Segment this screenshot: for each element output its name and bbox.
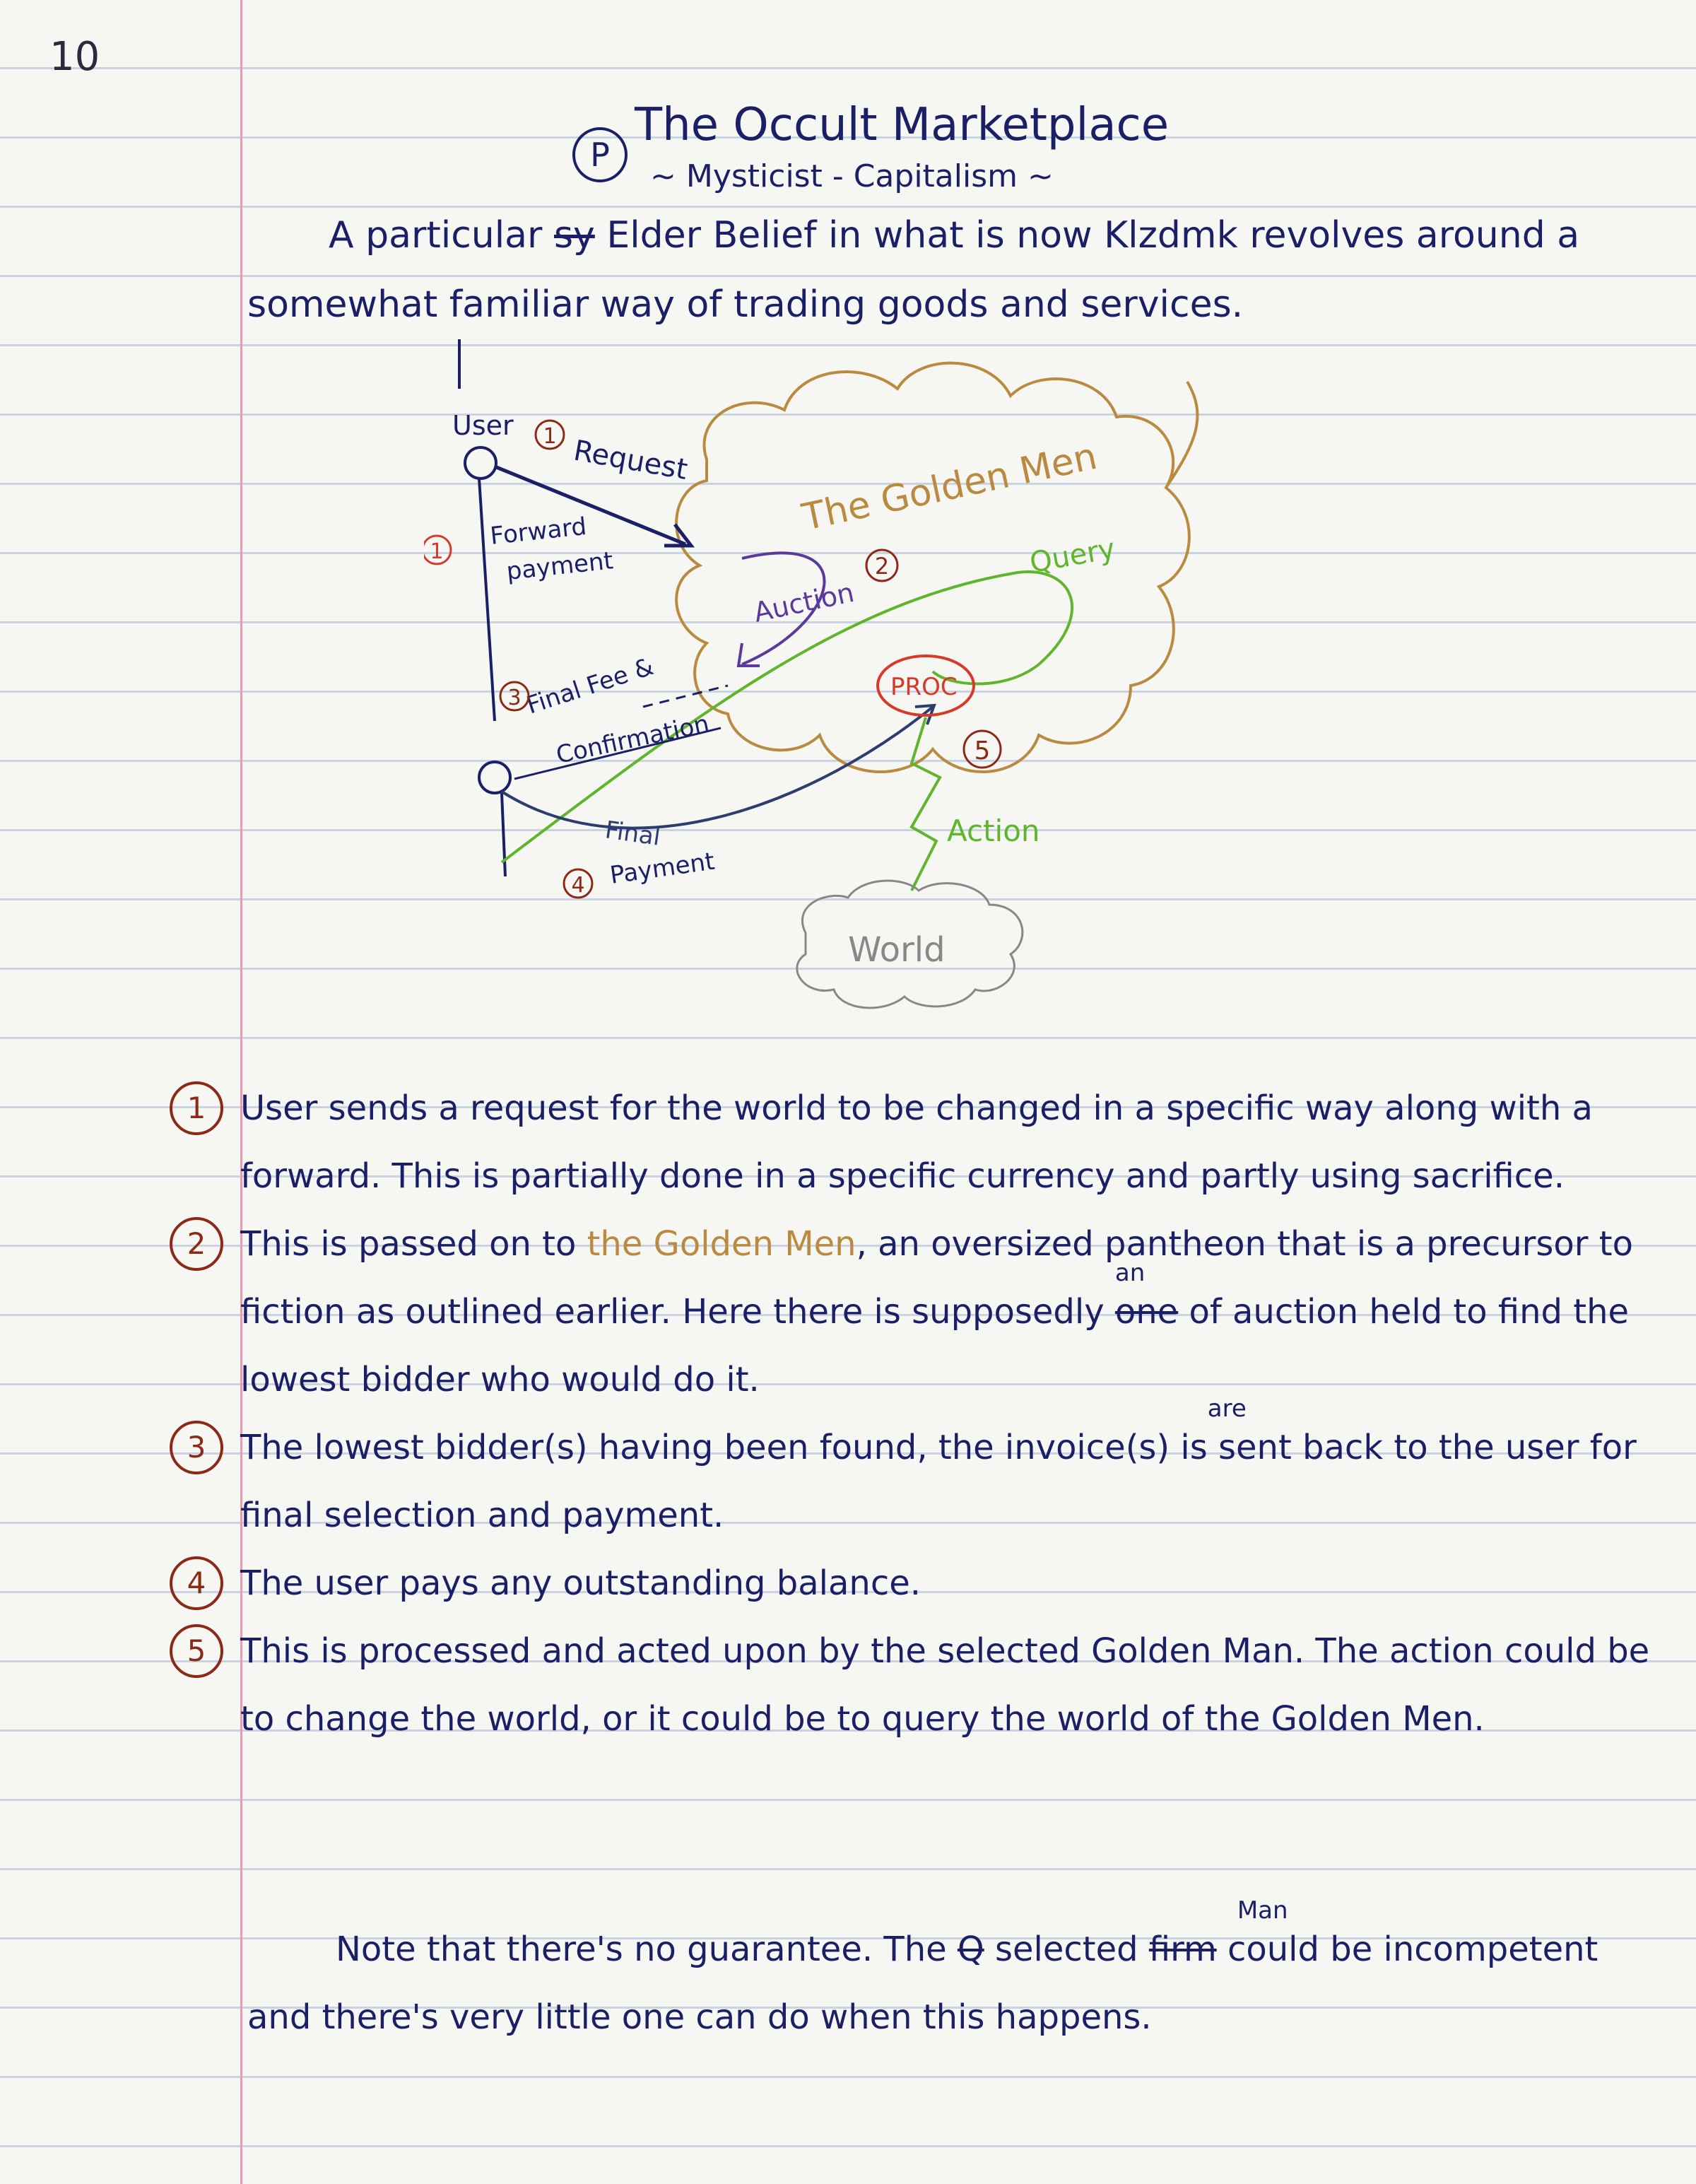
final-payment-label-1: Final [603, 816, 662, 852]
step-marker-5 [964, 731, 1001, 768]
query-label: Query [1027, 532, 1118, 580]
action-label: Action [947, 814, 1040, 848]
step-text-pre: This is passed on to [240, 1224, 587, 1264]
steps-list [170, 1074, 1682, 1753]
insertion-text: Man [1237, 1896, 1288, 1925]
forward-label-1: Forward [488, 512, 588, 551]
insertion-text: are [1207, 1395, 1247, 1423]
step-number: 1 [170, 1081, 223, 1135]
note-struck-q: Q [957, 1930, 984, 1969]
intro-struck-text: sy [553, 214, 595, 257]
svg-text:4: 4 [571, 873, 585, 898]
list-item [170, 1395, 1682, 1549]
step-number: 3 [170, 1421, 223, 1474]
list-item [170, 1210, 1682, 1414]
correction [1114, 1259, 1179, 1332]
step-text-post: sent back to the user for final selection and payment. [240, 1428, 1637, 1535]
intro-text-2: Elder Belief in what is now Klzdmk revolves around a somewhat familiar way of trading goods and services. [247, 214, 1580, 326]
auction-label: Auction [750, 576, 857, 628]
struck-text: one [1114, 1292, 1179, 1332]
page-subtitle: ~ Mysticist - Capitalism ~ [650, 158, 1054, 194]
world-label: World [848, 930, 946, 970]
cloud-tail [1166, 382, 1197, 488]
step-text: The user pays any outstanding balance. [240, 1563, 921, 1603]
final-fee-label-2: Confirmation [553, 709, 712, 770]
user-timeline-end [502, 793, 505, 876]
note-text-pre: Note that there's no guarantee. The [336, 1930, 958, 1969]
user-node-bottom [479, 762, 510, 793]
step-marker-1b [424, 536, 451, 564]
note-paragraph [247, 1896, 1668, 2051]
request-label: Request [571, 434, 690, 487]
user-node-top [465, 447, 496, 479]
proc-label: PROC [890, 673, 958, 701]
intro-paragraph [247, 201, 1668, 339]
golden-men-highlight: the Golden Men [587, 1224, 856, 1264]
step-number: 4 [170, 1556, 223, 1610]
insertion-text: an [1114, 1259, 1146, 1287]
svg-text:2: 2 [874, 553, 890, 580]
marketplace-diagram [424, 339, 1258, 1046]
note-text-mid: selected [984, 1930, 1149, 1969]
final-payment-label-2: Payment [608, 847, 717, 890]
step-number: 5 [170, 1624, 223, 1678]
final-fee-dash [643, 686, 728, 707]
step-text: User sends a request for the world to be changed in a specific way along with a forward. This is partially done in a specific currency and partly using sacrifice. [240, 1088, 1593, 1196]
list-item [170, 1617, 1682, 1753]
list-item [170, 1549, 1682, 1617]
correction [1148, 1896, 1288, 1969]
forward-label-2: payment [505, 546, 615, 586]
step-number: 2 [170, 1217, 223, 1271]
note-text-post: could be incompetent and there's very little one can do when this happens. [247, 1930, 1598, 2037]
p-badge: P [572, 127, 628, 182]
user-timeline-mid [479, 479, 495, 721]
list-item [170, 1074, 1682, 1210]
final-fee-label-1: Final Fee & [523, 652, 657, 720]
intro-text-1: A particular [329, 214, 554, 257]
svg-text:5: 5 [974, 736, 991, 765]
step-marker-1 [536, 421, 564, 449]
user-label: User [452, 410, 514, 441]
svg-text:1: 1 [543, 424, 557, 449]
svg-text:3: 3 [507, 686, 522, 710]
step-marker-4 [564, 869, 592, 898]
page-title: The Occult Marketplace [635, 99, 1170, 151]
step-text-post: of auction held to find the lowest bidder who would do it. [240, 1292, 1630, 1399]
golden-men-label: The Golden Men [799, 435, 1101, 539]
step-text-mid: , an oversized pantheon that is a precursor to fiction as outlined earlier. Here there is supposedly [240, 1224, 1633, 1332]
action-lightning [912, 717, 940, 891]
step-marker-2 [866, 550, 897, 581]
step-text-pre: The lowest bidder(s) having been found, the invoice(s) is [240, 1428, 1208, 1467]
svg-text:1: 1 [430, 539, 444, 564]
struck-text: firm [1148, 1930, 1217, 1969]
page-number: 10 [49, 34, 100, 80]
step-text: This is processed and acted upon by the selected Golden Man. The action could be to change the world, or it could be to query the world of the Golden Men. [240, 1631, 1650, 1739]
